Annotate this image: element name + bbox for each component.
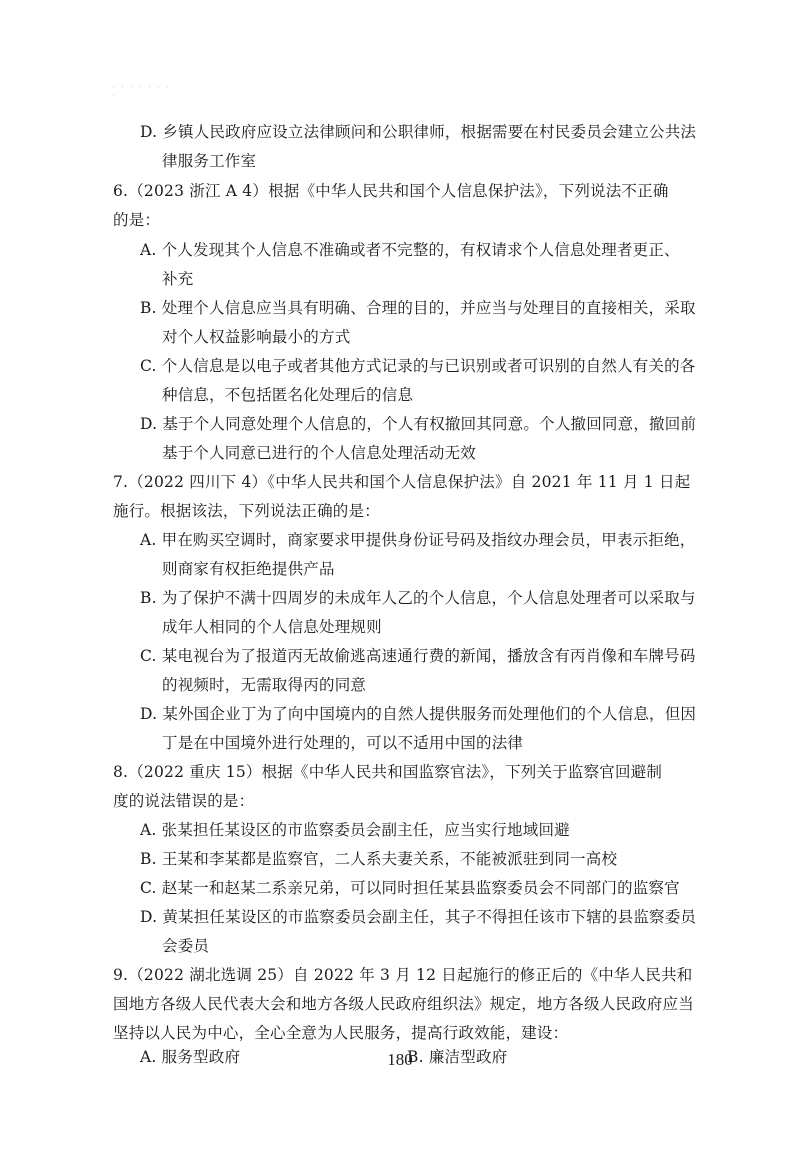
q7-option-a-line2: 则商家有权拒绝提供产品 <box>162 560 335 578</box>
q7-option-d-line1: D. 某外国企业丁为了向中国境内的自然人提供服务而处理他们的个人信息，但因 <box>140 705 697 723</box>
q7-option-c-line2: 的视频时，无需取得丙的同意 <box>162 676 367 694</box>
q7-option-d-line2: 丁是在中国境外进行处理的，可以不适用中国的法律 <box>162 734 524 752</box>
q6-option-d-line2: 基于个人同意已进行的个人信息处理活动无效 <box>162 444 477 462</box>
question-9-line3: 坚持以人民为中心，全心全意为人民服务，提高行政效能，建设： <box>113 1024 569 1042</box>
q6-option-b-line2: 对个人权益影响最小的方式 <box>162 328 351 346</box>
question-8-line2: 度的说法错误的是： <box>113 792 255 810</box>
q6-option-c-line1: C. 个人信息是以电子或者其他方式记录的与已识别或者可识别的自然人有关的各 <box>140 357 696 375</box>
q6-option-a-line1: A. 个人发现其个人信息不准确或者不完整的，有权请求个人信息处理者更正、 <box>140 241 680 259</box>
q6-option-b-line1: B. 处理个人信息应当具有明确、合理的目的，并应当与处理目的直接相关，采取 <box>140 299 696 317</box>
question-6-line2: 的是： <box>113 211 161 229</box>
question-7-line2: 施行。根据该法，下列说法正确的是： <box>113 502 380 520</box>
q6-option-d-line1: D. 基于个人同意处理个人信息的，个人有权撤回其同意。个人撤回同意，撤回前 <box>140 415 697 433</box>
q7-option-b-line1: B. 为了保护不满十四周岁的未成年人乙的个人信息，个人信息处理者可以采取与 <box>140 589 696 607</box>
question-7-line1: 7.（2022 四川下 4）《中华人民共和国个人信息保护法》自 2021 年 11 月 1 日起 <box>113 473 691 491</box>
q7-option-a-line1: A. 甲在购买空调时，商家要求甲提供身份证号码及指纹办理会员，甲表示拒绝， <box>140 531 696 549</box>
q8-option-d-line1: D. 黄某担任某设区的市监察委员会副主任，其子不得担任该市下辖的县监察委员 <box>140 908 697 926</box>
q6-option-a-line2: 补充 <box>162 270 194 288</box>
q6-option-c-line2: 种信息，不包括匿名化处理后的信息 <box>162 386 414 404</box>
q9-option-a: A. 服务型政府 <box>140 1048 241 1066</box>
q8-option-b: B. 王某和李某都是监察官，二人系夫妻关系，不能被派驻到同一高校 <box>140 850 618 868</box>
q8-option-c: C. 赵某一和赵某二系亲兄弟，可以同时担任某县监察委员会不同部门的监察官 <box>140 879 680 897</box>
q7-option-c-line1: C. 某电视台为了报道丙无故偷逃高速通行费的新闻，播放含有丙肖像和车牌号码 <box>140 647 696 665</box>
question-8-line1: 8.（2022 重庆 15）根据《中华人民共和国监察官法》，下列关于监察官回避制 <box>113 763 663 781</box>
q9-option-b: B. 廉洁型政府 <box>407 1048 508 1066</box>
q7-option-b-line2: 成年人相同的个人信息处理规则 <box>162 618 382 636</box>
q8-option-a: A. 张某担任某设区的市监察委员会副主任，应当实行地域回避 <box>140 821 570 839</box>
q5-option-d-line1: D. 乡镇人民政府应设立法律顾问和公职律师，根据需要在村民委员会建立公共法 <box>140 123 697 141</box>
q5-option-d-line2: 律服务工作室 <box>162 152 257 170</box>
question-6-line1: 6.（2023 浙江 A 4）根据《中华人民共和国个人信息保护法》，下列说法不正确 <box>113 182 669 200</box>
question-9-line1: 9.（2022 湖北选调 25）自 2022 年 3 月 12 日起施行的修正后的《中华人民共和 <box>113 966 693 984</box>
question-9-line2: 国地方各级人民代表大会和地方各级人民政府组织法》规定，地方各级人民政府应当 <box>113 995 694 1013</box>
faint-header-marks: · · · · · · · · <box>112 83 172 100</box>
page-number: 180 <box>387 1050 413 1069</box>
q8-option-d-line2: 会委员 <box>162 937 210 955</box>
